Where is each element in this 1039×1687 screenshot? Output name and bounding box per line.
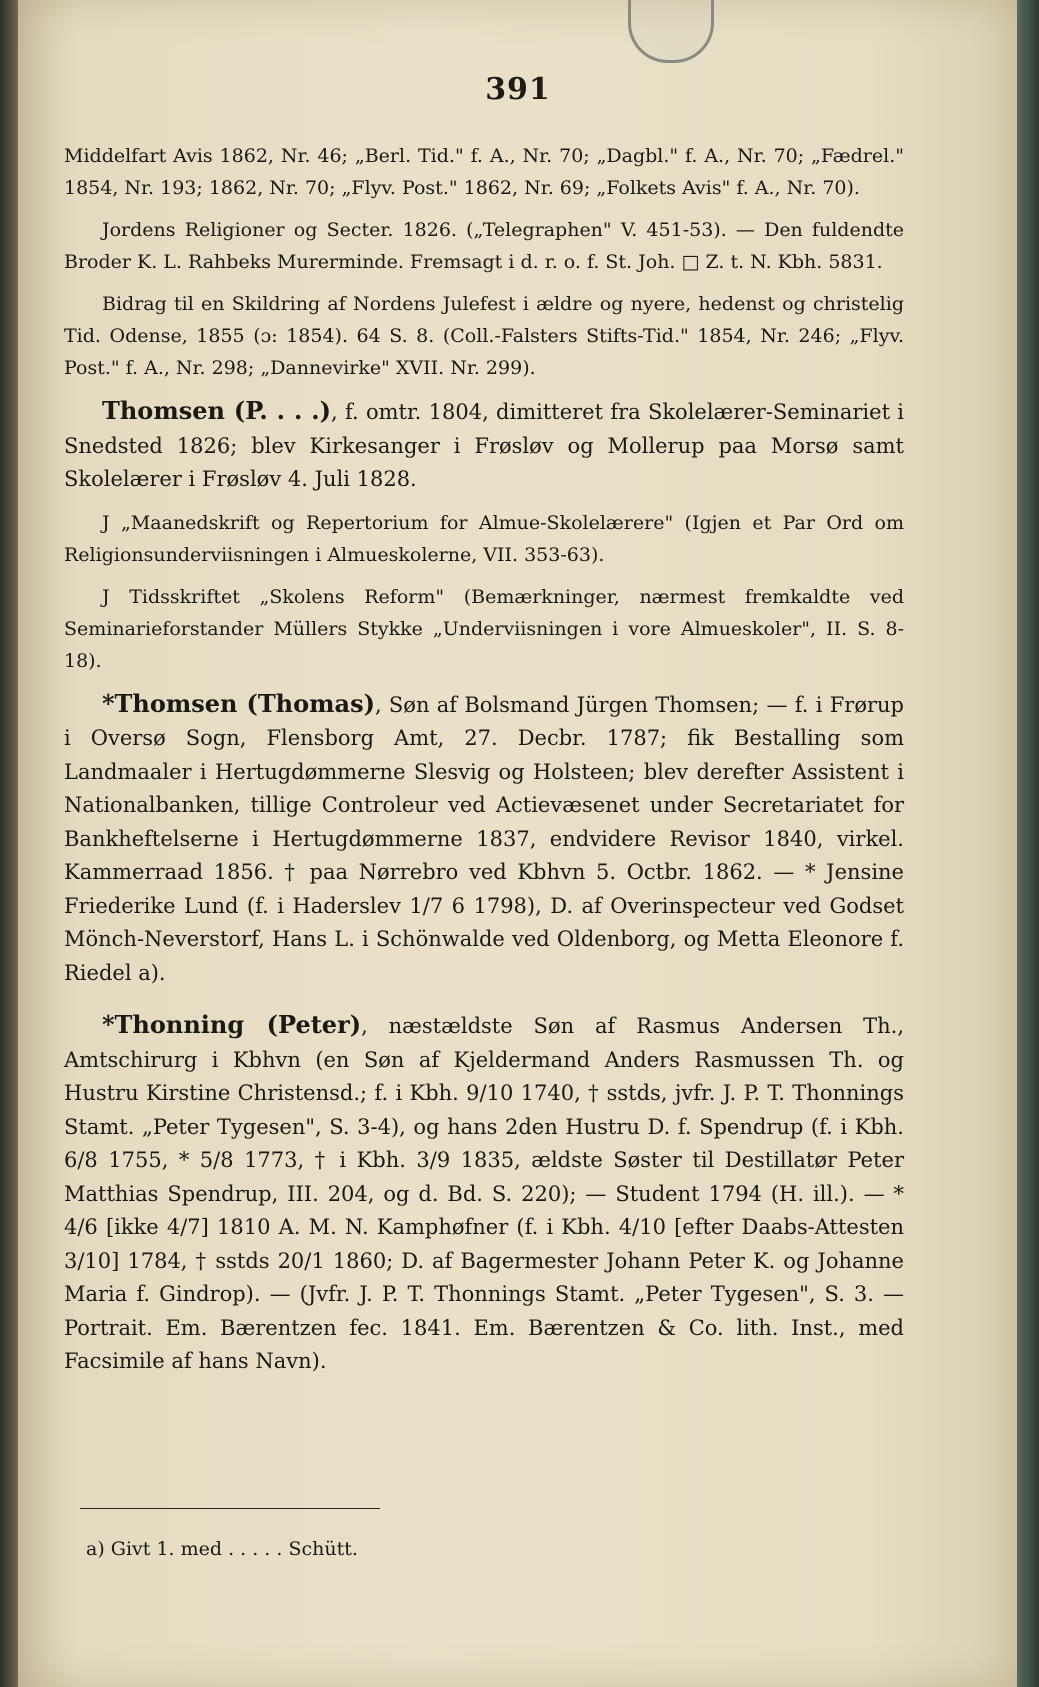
page-edge: [1017, 0, 1039, 1687]
entry-thomsen-p: [64, 394, 904, 497]
page-clip: [628, 0, 714, 63]
entry-work-jordens-religioner: Jordens Religioner og Secter. 1826. („Telegraphen" V. 451-53). — Den fuldendte Broder K. L. Rahbeks Murerminde. Fremsagt i d. r. o. f. St. Joh. □ Z. t. N. Kbh. 5831.: [64, 219, 904, 273]
entry-work-skolens-reform: J Tidsskriftet „Skolens Reform" (Bemærkninger, nærmest fremkaldte ved Seminarieforstander Müllers Stykke „Underviisningen i vore Almueskoler", II. S. 8-18).: [64, 585, 904, 672]
page-content: [64, 140, 904, 1379]
footnote-rule: [80, 1508, 380, 1509]
entry-heading: *Thomsen (Thomas): [102, 688, 375, 718]
entry-continuation: Middelfart Avis 1862, Nr. 46; „Berl. Tid." f. A., Nr. 70; „Dagbl." f. A., Nr. 70; „Fædrel." 1854, Nr. 193; 1862, Nr. 70; „Flyv. Post." 1862, Nr. 69; „Folkets Avis" f. A., Nr. 70).: [64, 145, 904, 199]
entry-thomsen-thomas: [64, 687, 904, 991]
entry-work-maanedskrift: J „Maanedskrift og Repertorium for Almue-Skolelærere" (Igjen et Par Ord om Religionsunderviisningen i Almueskolerne, VII. 353-63).: [64, 511, 904, 566]
entry-heading: Thomsen (P. . . .): [102, 396, 332, 425]
footnote: a) Givt 1. med . . . . . Schütt.: [86, 1538, 358, 1560]
entry-body: , f. omtr. 1804, dimitteret fra Skolelærer-Seminariet i Snedsted 1826; blev Kirkesanger i Frøsløv og Mollerup paa Morsø samt Skolelærer i Frøsløv 4. Juli 1828.: [64, 400, 905, 491]
entry-body: , Søn af Bolsmand Jürgen Thomsen; — f. i Frørup i Oversø Sogn, Flensborg Amt, 27. Decbr. 1787; fik Bestalling som Landmaaler i Hertugdømmerne Slesvig og Holsteen; blev derefter Assistent i Nationalbanken, tillige Controleur ved Actievæsenet under Secretariatet for Bankheftelserne i Hertugdømmerne 1837, endvidere Revisor 1840, virkel. Kammerraad 1856. † paa Nørrebro ved Kbhvn 5. Octbr. 1862. — * Jensine Friederike Lund (f. i Haderslev 1/7 6 1798), D. af Overinspecteur ved Godset Mönch-Neverstorf, Hans L. i Schönwalde ved Oldenborg, og Metta Eleonore f. Riedel a).: [64, 692, 904, 985]
entry-heading: *Thonning (Peter): [102, 1010, 362, 1039]
book-page: [18, 0, 1018, 1687]
entry-thonning-peter: [64, 1008, 904, 1379]
entry-work-bidrag: Bidrag til en Skildring af Nordens Julefest i ældre og nyere, hedenst og christelig Tid. Odense, 1855 (ɔ: 1854). 64 S. 8. (Coll.-Falsters Stifts-Tid." 1854, Nr. 246; „Flyv. Post." f. A., Nr. 298; „Dannevirke" XVII. Nr. 299).: [64, 293, 904, 379]
entry-body: , næstældste Søn af Rasmus Andersen Th., Amtschirurg i Kbhvn (en Søn af Kjeldermand Anders Rasmussen Th. og Hustru Kirstine Christensd.; f. i Kbh. 9/10 1740, † sstds, jvfr. J. P. T. Thonnings Stamt. „Peter Tygesen", S. 3-4), og hans 2den Hustru D. f. Spendrup (f. i Kbh. 6/8 1755, * 5/8 1773, † i Kbh. 3/9 1835, ældste Søster til Destillatør Peter Matthias Spendrup, III. 204, og d. Bd. S. 220); — Student 1794 (H. ill.). — * 4/6 [ikke 4/7] 1810 A. M. N. Kamphøfner (f. i Kbh. 4/10 [efter Daabs-Attesten 3/10] 1784, † sstds 20/1 1860; D. af Bagermester Johann Peter K. og Johanne Maria f. Gindrop). — (Jvfr. J. P. T. Thonnings Stamt. „Peter Tygesen", S. 3. — Portrait. Em. Bærentzen fec. 1841. Em. Bærentzen & Co. lith. Inst., med Facsimile af hans Navn).: [64, 1014, 904, 1373]
page-number: 391: [485, 72, 551, 107]
